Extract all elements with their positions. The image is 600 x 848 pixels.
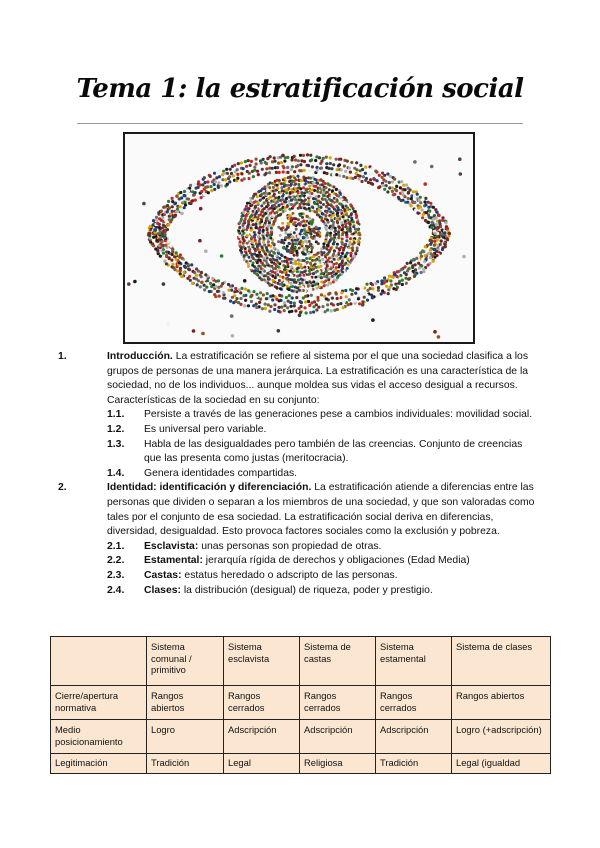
subsection: 2.3. Castas: estatus heredado o adscripto de las personas. — [107, 569, 398, 581]
table-row — [51, 754, 551, 774]
section-2 — [58, 481, 538, 539]
section-text: La estratificación atiende a diferencias entre las personas que dividen o separan a los miembros de una sociedad, y que son valoradas como tales por el conjunto de esa sociedad. La estratificación social deriva en diferencias, diversidad, desigualdad. Esto provoca factores sociales como la exclusión y pobreza. — [107, 482, 535, 538]
section-text: La estratificación se refiere al sistema por el que una sociedad clasifica a los grupos de personas de una manera jerárquica. La estratificación es una característica de la sociedad, no de los individuos... aunque moldea sus vidas el acceso desigual a recursos. Características de la sociedad en su conjunto: — [107, 351, 529, 406]
subsection: 2.1. Esclavista: unas personas son propiedad de otras. — [107, 540, 382, 552]
table-cell: Legitimación — [51, 754, 147, 774]
table-cell: Rangos abiertos — [452, 686, 551, 720]
document-body — [58, 350, 538, 598]
table-cell: Religiosa — [300, 754, 376, 774]
table-cell: Adscripción — [376, 720, 452, 754]
subsection: 1.3. Habla de las desigualdades pero también de las creencias. Conjunto de creencias que las presenta como justas (meritocracia). — [107, 438, 523, 465]
title-divider — [77, 123, 523, 124]
section-number: 2. — [58, 482, 67, 494]
table-cell: Legal (igualdad — [452, 754, 551, 774]
crowd-eye-image — [123, 132, 475, 344]
table-cell: Legal — [224, 754, 300, 774]
table-cell: Sistema estamental — [376, 637, 452, 686]
table-cell — [51, 637, 147, 686]
table-cell: Rangos cerrados — [376, 686, 452, 720]
table-header-row — [51, 637, 551, 686]
section-number: 1. — [58, 351, 67, 362]
table-cell: Tradición — [376, 754, 452, 774]
subsection: 2.4. Clases: la distribución (desigual) de riqueza, poder y prestigio. — [107, 584, 433, 596]
page-title: Tema 1: la estratificación social — [76, 74, 524, 104]
table-cell: Rangos cerrados — [224, 686, 300, 720]
table-cell: Tradición — [147, 754, 224, 774]
table-cell: Sistema de castas — [300, 637, 376, 686]
table-cell: Adscripción — [300, 720, 376, 754]
table-cell: Logro — [147, 720, 224, 754]
table-cell: Rangos abiertos — [147, 686, 224, 720]
table-cell: Sistema esclavista — [224, 637, 300, 686]
table-cell: Sistema comunal / primitivo — [147, 637, 224, 686]
table-cell: Adscripción — [224, 720, 300, 754]
section-heading: Introducción. — [107, 351, 173, 362]
table-row — [51, 720, 551, 754]
subsection: 1.4. Genera identidades compartidas. — [107, 467, 298, 479]
table-cell: Medio posicionamiento — [51, 720, 147, 754]
subsection: 1.2. Es universal pero variable. — [107, 423, 267, 435]
table-cell: Logro (+adscripción) — [452, 720, 551, 754]
eye-illustration-icon — [125, 134, 473, 342]
section-1 — [58, 350, 538, 408]
table-cell: Cierre/apertura normativa — [51, 686, 147, 720]
subsection: 1.1. Persiste a través de las generaciones pese a cambios individuales: movilidad social. — [107, 409, 533, 421]
stratification-table — [50, 636, 551, 774]
subsection: 2.2. Estamental: jerarquía rígida de derechos y obligaciones (Edad Media) — [107, 555, 470, 567]
table-row — [51, 686, 551, 720]
section-heading: Identidad: identificación y diferenciación. — [107, 482, 312, 494]
table-cell: Rangos cerrados — [300, 686, 376, 720]
table-cell: Sistema de clases — [452, 637, 551, 686]
